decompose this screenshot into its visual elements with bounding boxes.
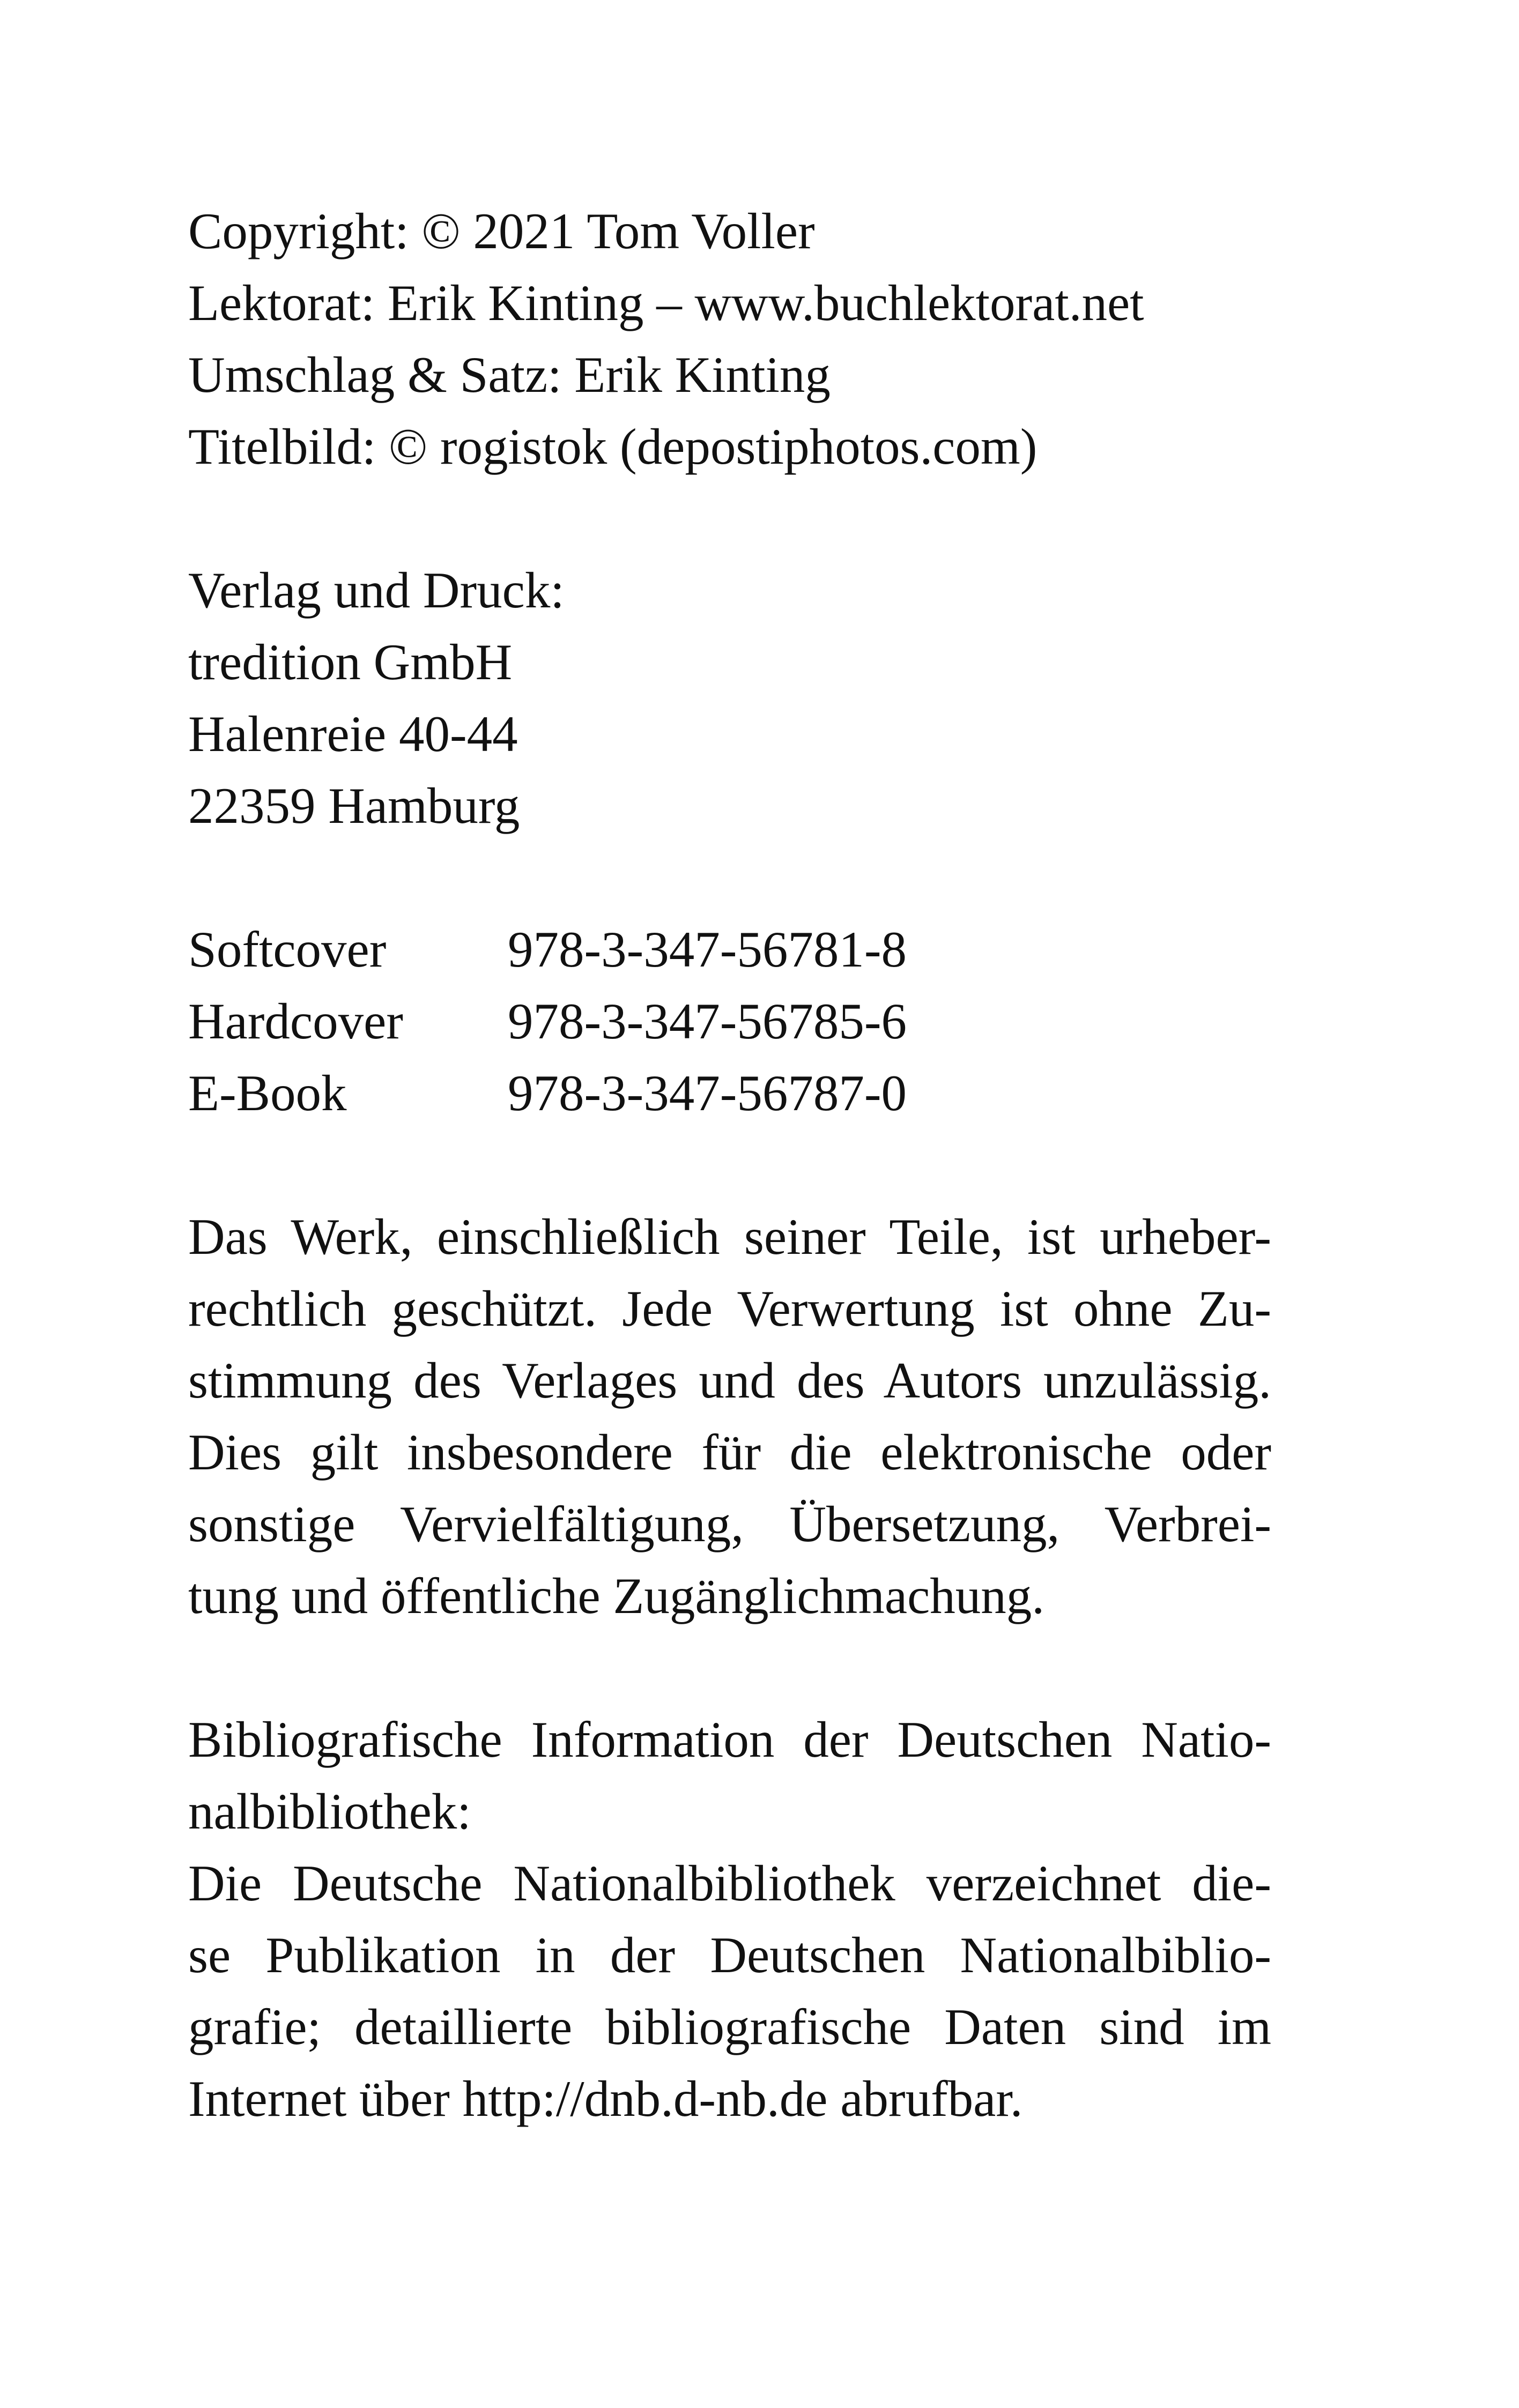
bibliographic-line: Internet über http://dnb.d-nb.de abrufbar. [188,2070,1023,2127]
imprint-page [188,195,1271,2135]
rights-line: Dies gilt insbesondere für die elektronische oder [188,1424,1271,1481]
isbn-row-hardcover [188,985,1271,1057]
publisher-block [188,554,1271,842]
titelbild-line: Titelbild: © rogistok (depostiphotos.com) [188,418,1038,475]
rights-line: sonstige Vervielfältigung, Übersetzung, Verbrei- [188,1496,1271,1552]
isbn-value: 978-3-347-56785-6 [508,993,907,1050]
rights-line: stimmung des Verlages und des Autors unzulässig. [188,1352,1271,1409]
isbn-value: 978-3-347-56787-0 [508,1065,907,1121]
credits-block [188,195,1271,482]
isbn-label: Hardcover [188,993,403,1050]
publisher-city: 22359 Hamburg [188,777,520,834]
isbn-label: E-Book [188,1065,347,1121]
publisher-street: Halenreie 40-44 [188,705,518,762]
lektorat-line: Lektorat: Erik Kinting – www.buchlektorat.net [188,274,1144,331]
copyright-line: Copyright: © 2021 Tom Voller [188,203,815,259]
rights-line: Das Werk, einschließlich seiner Teile, ist urheber- [188,1208,1271,1265]
publisher-heading: Verlag und Druck: [188,562,565,619]
bibliographic-line: grafie; detaillierte bibliografische Daten sind im [188,1998,1271,2055]
isbn-block [188,913,1271,1129]
rights-line: tung und öffentliche Zugänglichmachung. [188,1567,1045,1624]
rights-paragraph [188,1201,1271,1632]
publisher-name: tredition GmbH [188,634,513,690]
isbn-row-softcover [188,913,1271,985]
bibliographic-line: Bibliografische Information der Deutschen Natio- [188,1711,1271,1768]
bibliographic-line: se Publikation in der Deutschen Nationalbiblio- [188,1927,1271,1983]
bibliographic-line: nalbibliothek: [188,1783,471,1840]
rights-line: rechtlich geschützt. Jede Verwertung ist ohne Zu- [188,1280,1271,1337]
bibliographic-line: Die Deutsche Nationalbibliothek verzeichnet die- [188,1855,1271,1912]
isbn-value: 978-3-347-56781-8 [508,921,907,978]
isbn-label: Softcover [188,921,387,978]
umschlag-line: Umschlag & Satz: Erik Kinting [188,346,831,403]
bibliographic-paragraph [188,1704,1271,2135]
isbn-row-ebook [188,1057,1271,1129]
